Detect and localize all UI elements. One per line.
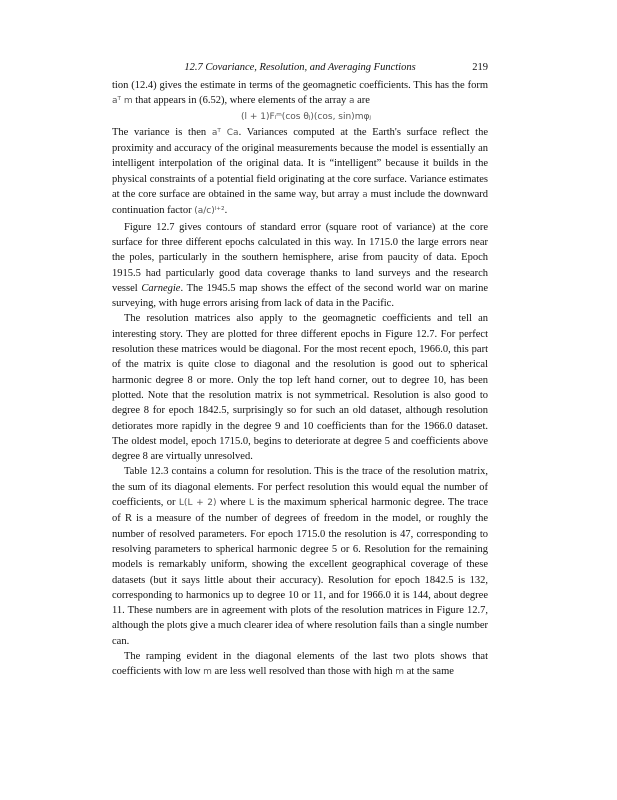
m-symbol-low: m [203, 667, 212, 678]
a-symbol: a [362, 190, 368, 201]
body-text [112, 78, 488, 681]
paragraph-6: The ramping evident in the diagonal elements of the last two plots shows that coefficients with low m are less well resolved than those with high m at the same [112, 650, 488, 678]
paragraph-1: tion (12.4) gives the estimate in terms of the geomagnetic coefficients. This has the form aᵀ m that appears in (6.52), where elements of the array a are [112, 80, 488, 107]
page-number: 219 [472, 62, 488, 73]
paragraph-3: Figure 12.7 gives contours of standard error (square root of variance) at the core surface for three different epochs calculated in this way. In 1715.0 the large errors near the poles, particularly in the southern hemisphere, arise from paucity of data. Epoch 1915.5 had particularly good data coverage thanks to land surveys and the research vessel Carnegie. The 1945.5 map shows the effect of the second world war on marine surveying, with huge errors arising from lack of data in the Pacific. [112, 221, 488, 310]
display-equation: (l + 1)Fₗᵐ(cos θⱼ)(cos, sin)mφⱼ [241, 111, 371, 122]
L-symbol: L [248, 498, 254, 509]
continuation-factor: (a/c)ˡ⁺² [194, 206, 225, 217]
running-header [112, 62, 488, 73]
paragraph-5: Table 12.3 contains a column for resolution. This is the trace of the resolution matrix, the sum of its diagonal elements. For perfect resolution this would equal the number of coefficients, or L(L + 2) where L is the maximum spherical harmonic degree. The trace of R is a measure of the number of degrees of freedom in the model, or roughly the number of resolved parameters. For epoch 1715.0 the resolution is 47, corresponding to resolving parameters to spherical harmonic degree 5 or 6. Resolution for the remaining models is remarkably uniform, showing the excellent geographical coverage of these datasets (but it says little about their accuracy). Resolution for epoch 1842.5 is 132, corresponding to harmonics up to degree 10 or 11, and for 1966.0 it is 144, about degree 11. These numbers are in agreement with plots of the resolution matrices in Figure 12.7, although the plots give a much clearer idea of where resolution fails than a single number can. [112, 466, 489, 647]
vessel-name: Carnegie [141, 282, 181, 294]
form-expression: aᵀ m [112, 96, 133, 107]
coefficient-count-expression: L(L + 2) [178, 498, 217, 509]
m-symbol-high: m [395, 667, 405, 678]
variance-expression: aᵀ Ca [211, 127, 239, 138]
paragraph-2: The variance is then aᵀ Ca. Variances computed at the Earth's surface reflect the proximity and accuracy of the original measurements because the model is essentially an intelligent interpolation of the original data. It is “intelligent” because it builds in the physical constraints of a potential field originating at the core surface. Variance estimates at the core surface are obtained in the same way, but array a must include the downward continuation factor (a/c)ˡ⁺². [112, 126, 488, 217]
array-a-symbol: a [348, 96, 355, 107]
paragraph-4: The resolution matrices also apply to the geomagnetic coefficients and tell an interesting story. They are plotted for three different epochs in Figure 12.7. For perfect resolution these matrices would be diagonal. For the most recent epoch, 1966.0, this part of the matrix is quite close to diagonal and the resolution is good out to spherical harmonic degree 8 or more. Only the top left hand corner, out to degree 10, has been plotted. Note that the resolution matrix is not symmetrical. Resolution is also good to degree 8 for epoch 1842.5, surprisingly so for such an old dataset, although resolution detiorates more rapidly in the degree 9 and 10 coefficients than for the 1966.0 dataset. The oldest model, epoch 1715.0, begins to deteriorate at degree 5 and coefficients above degree 8 are virtually unresolved. [112, 313, 488, 463]
running-title: 12.7 Covariance, Resolution, and Averaging Functions [184, 62, 416, 73]
